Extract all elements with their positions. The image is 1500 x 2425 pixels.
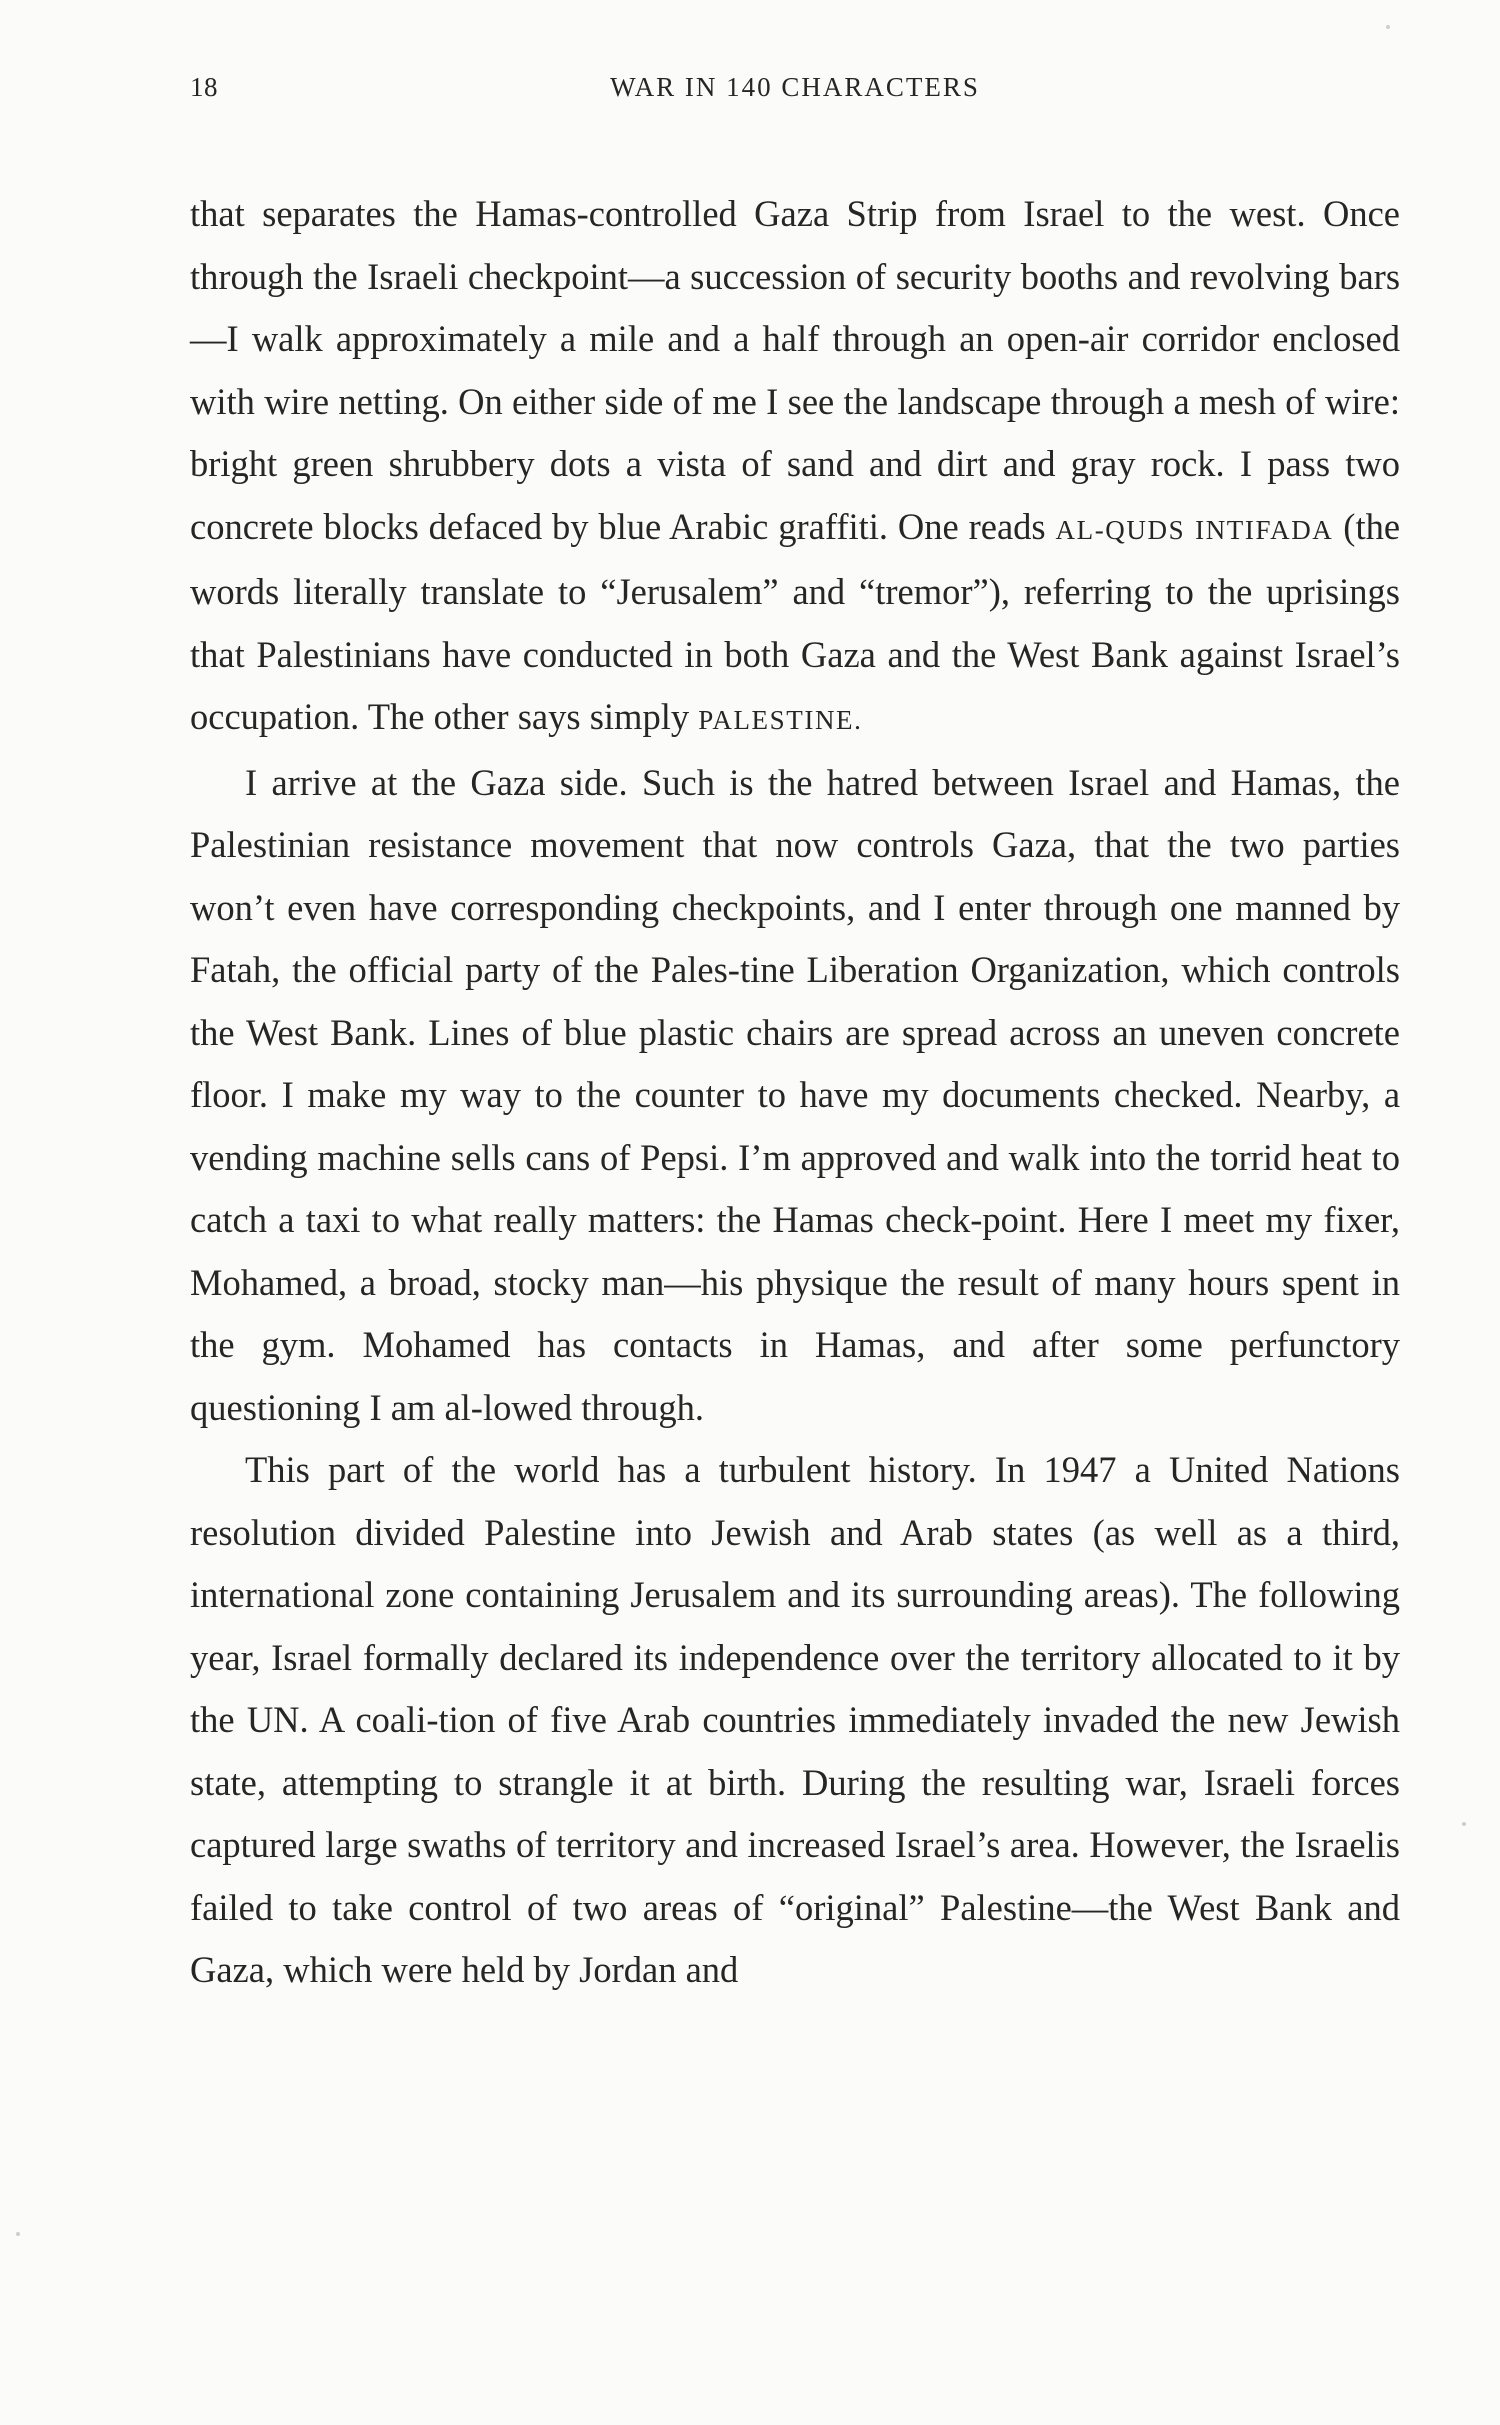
text-line: booths and revolving bars—I walk approximately a mile and a half: [190, 255, 1401, 359]
text-line: Palestine—the West Bank and Gaza, which were held by Jordan and: [190, 1886, 1401, 1990]
text-line: This part of the world has a turbulent history. In 1947 a United: [245, 1449, 1269, 1490]
page-number: 18: [190, 72, 218, 102]
small-caps-term: INTIFADA: [1195, 514, 1334, 545]
paper-speck: [1386, 25, 1390, 29]
text-line: I arrive at the Gaza side. Such is the hatred between Israel and: [245, 761, 1217, 803]
small-caps-term: PALESTINE.: [698, 705, 863, 735]
text-line: lowed through.: [482, 1386, 704, 1428]
text-line: Gaza and the West Bank against Israel’s occupation. The other says: [190, 633, 1401, 737]
text-line: shrubbery dots a vista of sand and dirt and gray rock. I pass two: [388, 443, 1400, 484]
text-line: that separates the Hamas-controlled Gaza Strip from Israel to the: [190, 193, 1213, 234]
running-title: WAR IN 140 CHARACTERS: [610, 72, 980, 102]
text-line: point. Here I meet my fixer, Mohamed, a broad, stocky man—his: [190, 1199, 1400, 1303]
text-line: I enter through one manned by Fatah, the official party of the Pales-: [190, 886, 1401, 990]
text-line: torrid heat to catch a taxi to what really matters: the Hamas check-: [190, 1136, 1400, 1240]
text-line: Hamas, the Palestinian resistance movement that now controls Gaza,: [190, 761, 1400, 865]
text-line: independence over the territory allocated to it by the UN. A coali-: [190, 1636, 1401, 1740]
paper-speck: [16, 2232, 20, 2236]
paragraph-1: [190, 183, 1400, 752]
text-line: (the words literally translate to “Jerusalem” and “tremor”),: [190, 505, 1401, 612]
text-line: referring to the uprisings that Palestinians have conducted in both: [190, 571, 1400, 675]
paragraph-2: [190, 752, 1400, 1440]
text-line: Nations resolution divided Palestine into Jewish and Arab states: [190, 1449, 1401, 1553]
text-line: concrete blocks defaced by blue Arabic graffiti. One reads: [190, 505, 1046, 547]
text-line: through an open-air corridor enclosed with wire netting. On either: [190, 318, 1400, 422]
text-line: side of me I see the landscape through a mesh of wire: bright green: [190, 380, 1401, 484]
text-line: However, the Israelis failed to take control of two areas of “original”: [190, 1824, 1400, 1928]
text-line: (as well as a third, international zone containing Jerusalem and its: [190, 1511, 1400, 1615]
running-head: [190, 72, 1400, 112]
text-line: a vending machine sells cans of Pepsi. I’m approved and walk into the: [190, 1074, 1401, 1178]
small-caps-term: AL-QUDS: [1055, 514, 1186, 545]
text-line: physique the result of many hours spent in the gym. Mohamed has: [190, 1261, 1400, 1365]
text-line: make my way to the counter to have my documents checked. Nearby,: [307, 1074, 1371, 1115]
paper-speck: [1462, 1822, 1466, 1826]
text-line: attempting to strangle it at birth. During the resulting war, Israeli: [281, 1761, 1295, 1803]
text-line: contacts in Hamas, and after some perfunctory questioning I am al-: [190, 1324, 1401, 1428]
text-line: simply: [589, 696, 690, 737]
text-line: forces captured large swaths of territory and increased Israel’s area.: [190, 1761, 1401, 1865]
text-line: surrounding areas). The following year, Israel formally declared its: [190, 1574, 1401, 1678]
text-line: tion of five Arab countries immediately invaded the new Jewish state,: [190, 1699, 1400, 1803]
text-line: west. Once through the Israeli checkpoint—a succession of security: [190, 193, 1400, 297]
text-line: tine Liberation Organization, which controls the West Bank. Lines: [190, 949, 1400, 1053]
text-line: of blue plastic chairs are spread across an uneven concrete floor. I: [190, 1011, 1400, 1115]
text-line: that the two parties won’t even have corresponding checkpoints, and: [190, 824, 1400, 928]
body-text: [190, 183, 1400, 2002]
paragraph-3: [190, 1439, 1400, 2002]
